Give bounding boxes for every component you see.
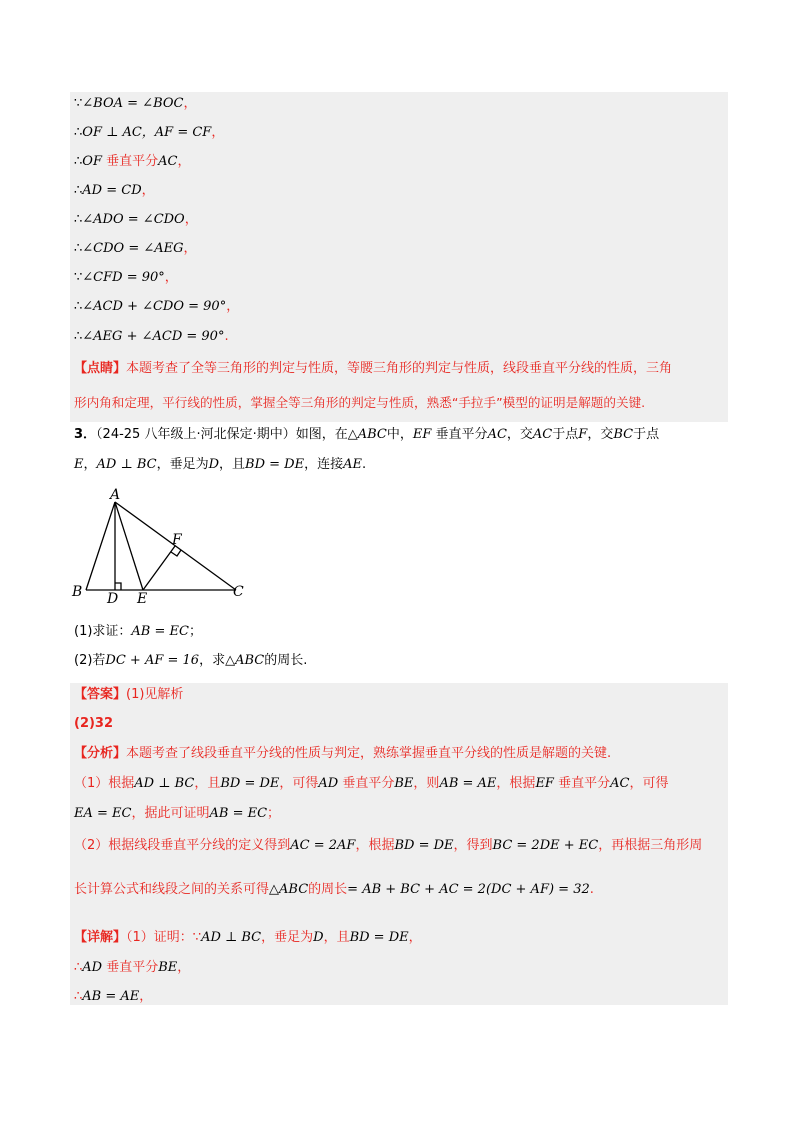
segment-AB bbox=[86, 502, 115, 590]
proof-line-4: ∴AD = CD， bbox=[74, 183, 155, 198]
label-B: B bbox=[72, 584, 83, 600]
analysis-step-2-cont: 长计算公式和线段之间的关系可得△ABC的周长= AB + BC + AC = 2(DC + AF) = 32. bbox=[74, 882, 594, 897]
proof-line-9: ∴∠AEG + ∠ACD = 90°. bbox=[74, 329, 229, 344]
proof-line-5: ∴∠ADO = ∠CDO， bbox=[74, 212, 198, 227]
label-A: A bbox=[110, 488, 121, 503]
segment-EF bbox=[143, 546, 175, 590]
proof-line-7: ∵∠CFD = 90°， bbox=[74, 270, 178, 285]
answer-line-1: 【答案】(1)见解析 bbox=[74, 687, 184, 702]
analysis-step-1: （1）根据AD ⊥ BC，且BD = DE，可得AD 垂直平分BE，则AB = AE，根据EF 垂直平分AC，可得 bbox=[74, 776, 669, 791]
label-C: C bbox=[233, 584, 244, 600]
answer-line-2: (2)32 bbox=[74, 716, 114, 731]
segment-AE bbox=[115, 502, 143, 590]
right-angle-mark-F bbox=[171, 550, 181, 556]
part-1-question: (1)求证：AB = EC； bbox=[74, 624, 202, 639]
key-point-line-1: 【点睛】本题考查了全等三角形的判定与性质，等腰三角形的判定与性质，线段垂直平分线的性质，三角 bbox=[74, 361, 673, 376]
label-D: D bbox=[107, 591, 119, 606]
analysis-intro: 【分析】本题考查了线段垂直平分线的性质与判定，熟练掌握垂直平分线的性质是解题的关键. bbox=[74, 746, 612, 761]
proof-line-1: ∵∠BOA = ∠BOC， bbox=[74, 96, 197, 111]
detail-line-3: ∴AB = AE， bbox=[74, 989, 153, 1004]
proof-line-3: ∴OF 垂直平分AC， bbox=[74, 154, 191, 169]
triangle-figure bbox=[70, 488, 260, 606]
detail-line-2: ∴AD 垂直平分BE， bbox=[74, 960, 191, 975]
analysis-step-1-cont: EA = EC，据此可证明AB = EC； bbox=[74, 806, 281, 821]
proof-line-8: ∴∠ACD + ∠CDO = 90°， bbox=[74, 299, 240, 314]
detail-line-1: 【详解】（1）证明：∵AD ⊥ BC，垂足为D，且BD = DE， bbox=[74, 930, 422, 945]
question-3-line-2: E，AD ⊥ BC，垂足为D，且BD = DE，连接AE. bbox=[74, 457, 367, 472]
key-point-line-2: 形内角和定理，平行线的性质，掌握全等三角形的判定与性质，熟悉“手拉手”模型的证明是解题的关键. bbox=[74, 395, 646, 410]
proof-line-6: ∴∠CDO = ∠AEG， bbox=[74, 241, 197, 256]
question-3-line-1: 3．（24-25 八年级上·河北保定·期中）如图，在△ABC中，EF 垂直平分AC，交AC于点F，交BC于点 bbox=[74, 427, 660, 442]
proof-line-2: ∴OF ⊥ AC，AF = CF， bbox=[74, 125, 225, 140]
analysis-step-2: （2）根据线段垂直平分线的定义得到AC = 2AF，根据BD = DE，得到BC = 2DE + EC，再根据三角形周 bbox=[74, 838, 703, 853]
part-2-question: (2)若DC + AF = 16，求△ABC的周长. bbox=[74, 653, 308, 668]
label-E: E bbox=[137, 591, 148, 606]
label-F: F bbox=[172, 532, 182, 548]
right-angle-mark-D bbox=[115, 583, 121, 590]
